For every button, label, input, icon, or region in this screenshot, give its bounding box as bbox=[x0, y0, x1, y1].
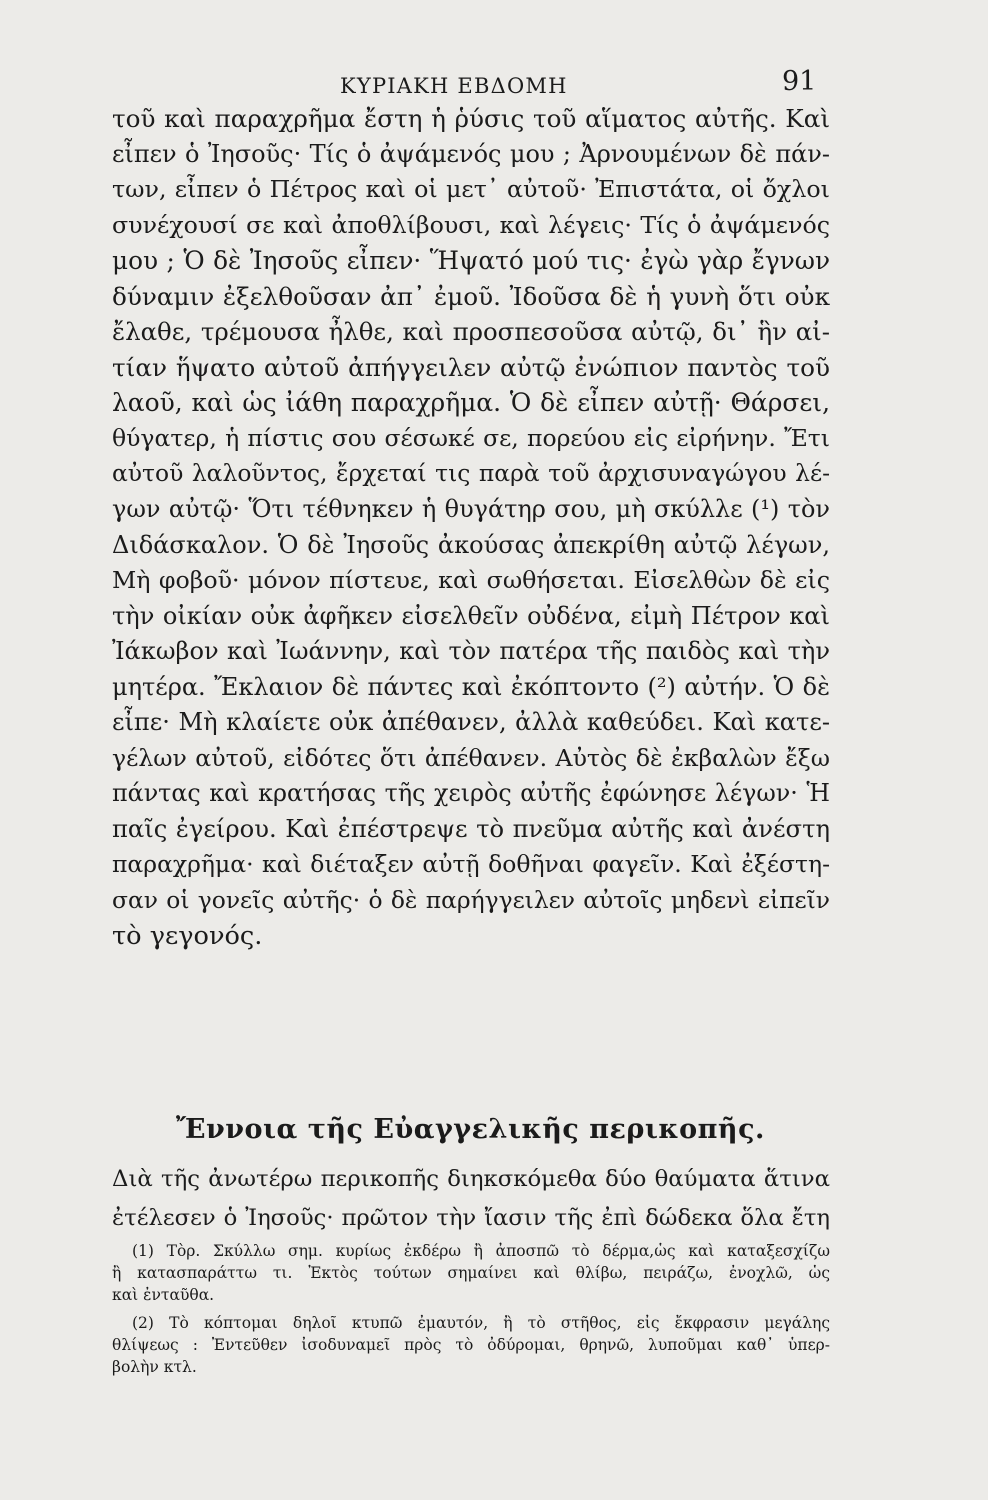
text-line: ἔλαθε, τρέμουσα ἦλθε, καὶ προσπεσοῦσα αὐτῷ, δι᾽ ἣν αἰ- bbox=[112, 317, 830, 347]
text-line: Διδάσκαλον. Ὁ δὲ Ἰησοῦς ἀκούσας ἀπεκρίθη αὐτῷ λέγων, bbox=[112, 530, 830, 559]
text-line: παῖς ἐγείρου. Καὶ ἐπέστρεψε τὸ πνεῦμα αὐτῆς καὶ ἀνέστη bbox=[112, 814, 830, 843]
footnote-line: (1) Τὸρ. Σκύλλω σημ. κυρίως ἐκδέρω ἢ ἀποσπῶ τὸ δέρμα,ὡς καὶ καταξεσχίζω bbox=[132, 1242, 830, 1260]
text-line: παραχρῆμα· καὶ διέταξεν αὐτῇ δοθῆναι φαγεῖν. Καὶ ἐξέστη- bbox=[112, 850, 830, 879]
text-line: ἐτέλεσεν ὁ Ἰησοῦς· πρῶτον τὴν ἴασιν τῆς ἐπὶ δώδεκα ὅλα ἔτη bbox=[112, 1205, 830, 1231]
text-line: Διὰ τῆς ἀνωτέρω περικοπῆς διηκσκόμεθα δύο θαύματα ἅτινα bbox=[112, 1166, 830, 1192]
text-line: Μὴ φοβοῦ· μόνον πίστευε, καὶ σωθήσεται. Εἰσελθὼν δὲ εἰς bbox=[112, 566, 830, 595]
text-line: συνέχουσί σε καὶ ἀποθλίβουσι, καὶ λέγεις· Τίς ὁ ἀψάμενός bbox=[112, 210, 830, 239]
text-line: λαοῦ, καὶ ὡς ἰάθη παραχρῆμα. Ὁ δὲ εἶπεν αὐτῇ· Θάρσει, bbox=[112, 388, 830, 418]
running-head bbox=[0, 64, 988, 104]
text-line: Ἰάκωβον καὶ Ἰωάννην, καὶ τὸν πατέρα τῆς παιδὸς καὶ τὴν bbox=[112, 637, 830, 666]
text-line: τοῦ καὶ παραχρῆμα ἔστη ἡ ῥύσις τοῦ αἵματος αὐτῆς. Καὶ bbox=[112, 104, 830, 133]
footnote-line: καὶ ἐνταῦθα. bbox=[112, 1286, 215, 1304]
text-line: μητέρα. Ἔκλαιον δὲ πάντες καὶ ἐκόπτοντο (²) αὐτήν. Ὁ δὲ bbox=[112, 672, 830, 701]
footnote-line: ἢ κατασπαράττω τι. Ἐκτὸς τούτων σημαίνει καὶ θλίβω, πειράζω, ἐνοχλῶ, ὡς bbox=[112, 1264, 830, 1282]
text-line: μου ; Ὁ δὲ Ἰησοῦς εἶπεν· Ἥψατό μού τις· ἐγὼ γὰρ ἔγνων bbox=[112, 246, 830, 276]
footnotes bbox=[112, 1240, 830, 1378]
text-line: τὸ γεγονός. bbox=[112, 920, 263, 951]
section-heading: Ἔννοια τῆς Εὐαγγελικῆς περικοπῆς. bbox=[176, 1114, 765, 1145]
text-line: γων αὐτῷ· Ὅτι τέθνηκεν ἡ θυγάτηρ σου, μὴ σκύλλε (¹) τὸν bbox=[112, 495, 830, 524]
text-line: γέλων αὐτοῦ, εἰδότες ὅτι ἀπέθανεν. Αὐτὸς δὲ ἐκβαλὼν ἔξω bbox=[112, 743, 830, 772]
footnote-line: θλίψεως : Ἐντεῦθεν ἰσοδυναμεῖ πρὸς τὸ ὀδύρομαι, θρηνῶ, λυποῦμαι καθ᾽ ὑπερ- bbox=[112, 1336, 830, 1354]
text-line: εἶπεν ὁ Ἰησοῦς· Τίς ὁ ἀψάμενός μου ; Ἀρνουμένων δὲ πάν- bbox=[112, 139, 830, 168]
text-line: τὴν οἰκίαν οὐκ ἀφῆκεν εἰσελθεῖν οὐδένα, εἰμὴ Πέτρον καὶ bbox=[112, 601, 830, 630]
text-line: θύγατερ, ἡ πίστις σου σέσωκέ σε, πορεύου εἰς εἰρήνην. Ἔτι bbox=[112, 423, 830, 452]
text-line: αὐτοῦ λαλοῦντος, ἔρχεταί τις παρὰ τοῦ ἀρχισυναγώγου λέ- bbox=[112, 459, 830, 488]
text-line: πάντας καὶ κρατήσας τῆς χειρὸς αὐτῆς ἐφώνησε λέγων· Ἡ bbox=[112, 779, 830, 808]
text-line: σαν οἱ γονεῖς αὐτῆς· ὁ δὲ παρήγγειλεν αὐτοῖς μηδενὶ εἰπεῖν bbox=[112, 886, 830, 915]
page-number: 91 bbox=[782, 66, 817, 97]
text-line: των, εἶπεν ὁ Πέτρος καὶ οἱ μετ᾽ αὐτοῦ· Ἐπιστάτα, οἱ ὄχλοι bbox=[112, 175, 830, 204]
text-line: δύναμιν ἐξελθοῦσαν ἀπ᾽ ἐμοῦ. Ἰδοῦσα δὲ ἡ γυνὴ ὅτι οὐκ bbox=[112, 281, 830, 311]
footnote-line: βολὴν κτλ. bbox=[112, 1358, 197, 1376]
body-text bbox=[112, 101, 830, 954]
footnote-line: (2) Τὸ κόπτομαι δηλοῖ κτυπῶ ἐμαυτόν, ἢ τὸ στῆθος, εἰς ἔκφρασιν μεγάλης bbox=[132, 1314, 830, 1332]
running-title: ΚΥΡΙΑΚΗ ΕΒΔΟΜΗ bbox=[340, 74, 568, 98]
text-line: εἶπε· Μὴ κλαίετε οὐκ ἀπέθανεν, ἀλλὰ καθεύδει. Καὶ κατε- bbox=[112, 708, 830, 737]
text-line: τίαν ἥψατο αὐτοῦ ἀπήγγειλεν αὐτῷ ἐνώπιον παντὸς τοῦ bbox=[112, 352, 830, 382]
section-text bbox=[112, 1160, 830, 1238]
